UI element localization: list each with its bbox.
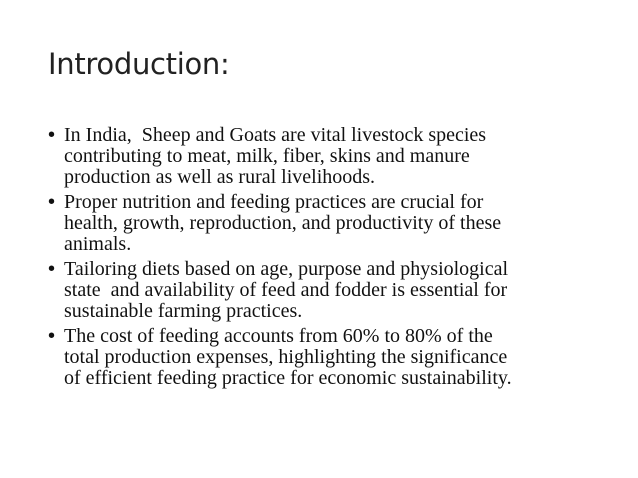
bullet-list — [48, 125, 618, 393]
bullet-3-line-3: sustainable farming practices. — [64, 300, 303, 322]
bullet-2-line-2: health, growth, reproduction, and productivity of these — [64, 212, 502, 234]
bullet-icon: • — [48, 325, 56, 347]
bullet-1-line-3: production as well as rural livelihoods. — [64, 166, 376, 188]
bullet-2-line-3: animals. — [64, 233, 132, 255]
bullet-4-line-3: of efficient feeding practice for economic sustainability. — [64, 367, 512, 389]
bullet-item-4 — [48, 326, 618, 389]
bullet-1-line-1: In India, Sheep and Goats are vital livestock species — [64, 124, 487, 146]
bullet-icon: • — [48, 191, 56, 213]
slide-title: Introduction: — [48, 47, 230, 81]
bullet-3-line-1: Tailoring diets based on age, purpose and physiological — [64, 258, 509, 280]
bullet-icon: • — [48, 124, 56, 146]
bullet-1-line-2: contributing to meat, milk, fiber, skins and manure — [64, 145, 470, 167]
bullet-4-line-2: total production expenses, highlighting the significance — [64, 346, 508, 368]
bullet-item-3 — [48, 259, 618, 322]
bullet-3-line-2: state and availability of feed and fodder is essential for — [64, 279, 508, 301]
bullet-2-line-1: Proper nutrition and feeding practices are crucial for — [64, 191, 484, 213]
bullet-4-line-1: The cost of feeding accounts from 60% to 80% of the — [64, 325, 493, 347]
bullet-item-2 — [48, 192, 618, 255]
bullet-icon: • — [48, 258, 56, 280]
bullet-item-1 — [48, 125, 618, 188]
